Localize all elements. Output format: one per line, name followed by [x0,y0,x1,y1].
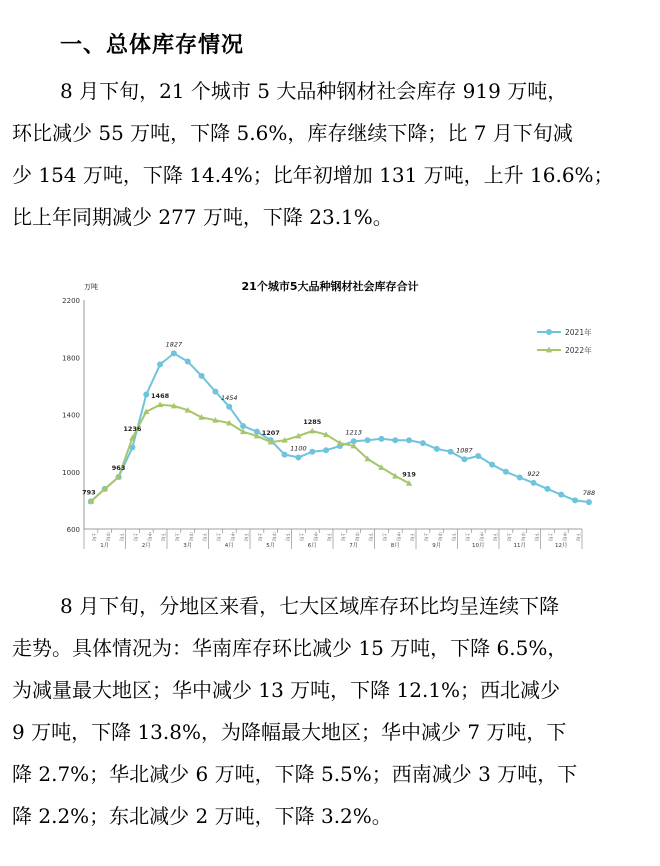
data-point [544,486,550,492]
x-tick-period-label: 下旬 [201,532,207,541]
x-tick-month-label: 2月 [141,543,151,549]
x-tick-month-label: 1月 [100,543,110,549]
data-label: 922 [527,469,540,478]
x-tick-period-label: 下旬 [118,532,124,541]
paragraph-line: 8 月下旬，21 个城市 5 大品种钢材社会库存 919 万吨， [60,79,568,103]
paragraph-line: 环比减少 55 万吨，下降 5.6%，库存继续下降；比 7 月下旬减 [12,121,573,145]
x-tick-month-label: 9月 [432,543,442,549]
y-tick-label: 600 [66,526,80,534]
data-point [558,492,564,498]
x-tick-period-label: 中旬 [228,532,234,541]
paragraph-line: 走势。具体情况为：华南库存环比减少 15 万吨，下降 6.5%， [12,636,568,660]
y-axis-unit-label: 万吨 [84,283,98,291]
x-tick-period-label: 下旬 [242,532,248,541]
data-label: 1207 [261,429,280,438]
data-point [185,359,191,365]
data-point [171,350,177,356]
data-point [240,423,246,429]
data-point [295,454,301,460]
x-tick-period-label: 中旬 [436,532,442,541]
inventory-line-chart [40,272,640,557]
data-label: 793 [82,488,96,497]
x-tick-period-label: 中旬 [104,532,110,541]
data-label: 1468 [151,391,170,400]
x-tick-period-label: 上旬 [422,532,428,541]
x-tick-period-label: 下旬 [325,532,331,541]
x-tick-period-label: 中旬 [353,532,359,541]
y-tick-label: 1400 [62,411,80,420]
series-line [91,405,409,502]
y-tick-label: 1000 [62,468,80,477]
y-tick-label: 1800 [62,354,80,363]
data-label: 1100 [290,444,307,453]
data-point [461,456,467,462]
data-label: 919 [402,470,416,479]
data-label: 1285 [303,417,322,426]
x-tick-period-label: 中旬 [394,532,400,541]
x-tick-period-label: 中旬 [311,532,317,541]
paragraph-line: 9 万吨，下降 13.8%，为降幅最大地区；华中减少 7 万吨，下 [12,720,567,744]
data-point [434,446,440,452]
data-point [517,474,523,480]
x-tick-month-label: 3月 [183,543,193,549]
data-point [572,497,578,503]
data-point [531,480,537,486]
data-point [212,389,218,395]
legend-marker [546,329,552,335]
x-tick-period-label: 上旬 [173,532,179,541]
chart-legend [537,327,592,355]
x-tick-period-label: 上旬 [380,532,386,541]
data-point [378,436,384,442]
x-tick-period-label: 下旬 [159,532,165,541]
x-tick-period-label: 下旬 [491,532,497,541]
data-point [323,447,329,453]
inventory-summary-paragraph [12,70,652,238]
data-point [309,449,315,455]
x-tick-period-label: 上旬 [214,532,220,541]
paragraph-line: 降 2.2%；东北减少 2 万吨，下降 3.2%。 [12,804,392,828]
chart-svg [40,272,640,557]
data-label: 1087 [456,446,473,455]
data-label: 1213 [345,428,363,437]
x-tick-period-label: 下旬 [367,532,373,541]
x-tick-period-label: 上旬 [505,532,511,541]
data-label: 1236 [123,424,142,433]
x-tick-period-label: 下旬 [574,532,580,541]
x-tick-period-label: 下旬 [533,532,539,541]
data-point [586,499,592,505]
paragraph-line: 降 2.7%；华北减少 6 万吨，下降 5.5%；西南减少 3 万吨，下 [12,762,578,786]
x-tick-period-label: 中旬 [145,532,151,541]
paragraph-line: 为减量最大地区；华中减少 13 万吨，下降 12.1%；西北减少 [12,678,561,702]
regional-breakdown-paragraph [12,585,652,837]
x-tick-month-label: 8月 [390,543,400,549]
data-point [406,437,412,443]
x-tick-month-label: 10月 [472,543,485,549]
x-tick-period-label: 上旬 [339,532,345,541]
data-point [392,437,398,443]
data-label: 788 [582,489,596,498]
x-tick-period-label: 上旬 [90,532,96,541]
data-point [226,404,232,410]
legend-label: 2021年 [565,328,592,337]
data-label: 1827 [165,340,183,349]
x-tick-period-label: 上旬 [546,532,552,541]
x-tick-period-label: 下旬 [450,532,456,541]
x-tick-month-label: 6月 [307,543,317,549]
x-tick-period-label: 下旬 [408,532,414,541]
section-heading: 一、总体库存情况 [60,33,245,58]
x-tick-period-label: 上旬 [131,532,137,541]
data-point [143,391,149,397]
data-point [448,449,454,455]
paragraph-line: 少 154 万吨，下降 14.4%；比年初增加 131 万吨，上升 16.6%； [12,163,614,187]
chart-title: 21个城市5大品种钢材社会库存合计 [241,280,419,293]
data-point [503,469,509,475]
x-tick-period-label: 中旬 [519,532,525,541]
legend-label: 2022年 [565,346,592,355]
x-tick-month-label: 11月 [513,543,526,549]
y-tick-label: 2200 [62,297,80,305]
x-tick-month-label: 12月 [555,543,568,549]
x-tick-period-label: 上旬 [463,532,469,541]
x-tick-month-label: 7月 [349,543,359,549]
x-tick-period-label: 中旬 [270,532,276,541]
data-label: 1454 [220,393,238,402]
x-tick-period-label: 上旬 [256,532,262,541]
data-point [282,452,288,458]
chart-series [82,340,595,505]
data-label: 963 [111,464,126,473]
x-tick-period-label: 下旬 [284,532,290,541]
data-point [365,437,371,443]
series-line [91,353,589,502]
x-tick-period-label: 中旬 [560,532,566,541]
paragraph-line: 8 月下旬，分地区来看，七大区域库存环比均呈连续下降 [60,594,560,618]
data-point [199,373,205,379]
x-tick-period-label: 上旬 [297,532,303,541]
x-tick-period-label: 中旬 [477,532,483,541]
x-tick-month-label: 5月 [266,543,276,549]
x-tick-month-label: 4月 [224,543,234,549]
x-tick-period-label: 中旬 [187,532,193,541]
data-point [420,440,426,446]
data-point [489,462,495,468]
paragraph-line: 比上年同期减少 277 万吨，下降 23.1%。 [12,205,393,229]
data-point [475,453,481,459]
data-point [157,361,163,367]
